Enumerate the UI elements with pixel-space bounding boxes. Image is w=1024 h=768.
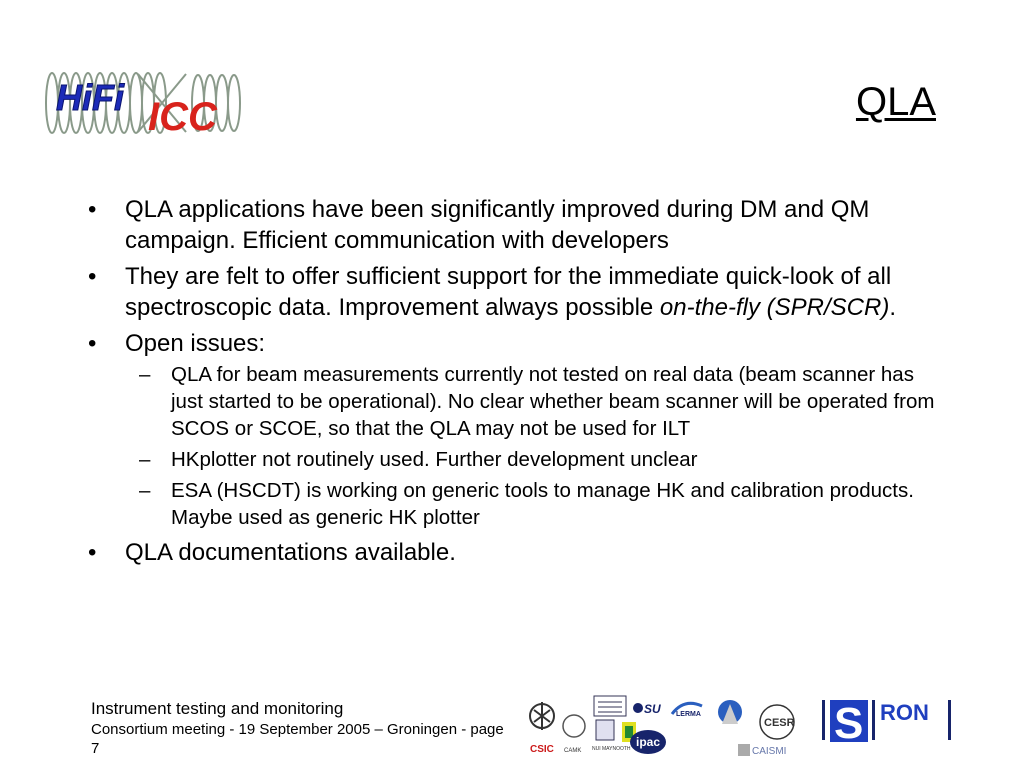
bullet-text: QLA documentations available. xyxy=(125,539,456,566)
bullet-tail: . xyxy=(889,294,896,321)
hifi-icc-logo xyxy=(38,66,250,140)
observatory-logo xyxy=(718,700,742,724)
hifi-text: HiFi xyxy=(56,77,124,118)
ipac-label: ipac xyxy=(636,735,661,749)
slide-title: QLA xyxy=(855,80,936,124)
ipac-logo xyxy=(630,730,666,754)
partner-logos xyxy=(524,690,824,760)
caismi-label: CAISMI xyxy=(752,746,787,757)
bullet-marker: • xyxy=(88,196,97,223)
bullet-marker: • xyxy=(88,539,97,566)
bullet-text: Open issues: xyxy=(125,330,266,357)
sub-bullet-text: HKplotter not routinely used. Further development unclear xyxy=(171,448,698,471)
footer xyxy=(91,698,516,758)
caismi-logo xyxy=(738,744,786,757)
bullet-item xyxy=(88,194,948,256)
sron-s: S xyxy=(834,699,864,746)
bullet-text: They are felt to offer sufficient support for the immediate quick-look of all spectroscopic data. Improvement always possible xyxy=(125,263,892,321)
footer-title: Instrument testing and monitoring xyxy=(91,699,344,718)
csic-label: CSIC xyxy=(530,744,554,755)
bullet-list xyxy=(88,194,948,573)
bullet-text: QLA applications have been significantly improved during DM and QM campaign. Efficient communication with developers xyxy=(125,196,870,254)
icc-text: ICC xyxy=(148,95,217,139)
sron-logo xyxy=(820,696,960,746)
bullet-item xyxy=(88,328,948,359)
sub-bullet-marker: – xyxy=(139,479,151,502)
su-logo xyxy=(633,702,661,716)
camk-logo xyxy=(563,715,585,754)
footer-subtitle: Consortium meeting - 19 September 2005 – Groningen - page 7 xyxy=(91,721,504,757)
bullet-marker: • xyxy=(88,330,97,357)
cesr-logo xyxy=(760,705,795,739)
sub-bullet-item xyxy=(88,477,948,531)
sron-ron: RON xyxy=(880,700,929,725)
sub-bullet-marker: – xyxy=(139,448,151,471)
bullet-item xyxy=(88,537,948,568)
lerma-label: LERMA xyxy=(676,711,701,718)
su-label: SU xyxy=(644,702,661,716)
sub-bullet-item xyxy=(88,446,948,473)
nui-label: NUI MAYNOOTH xyxy=(592,746,631,752)
bullet-emphasis: on-the-fly (SPR/SCR) xyxy=(659,294,890,321)
sub-bullet-marker: – xyxy=(139,363,151,386)
camk-label: CAMK xyxy=(564,748,582,754)
cesr-label: CESR xyxy=(764,717,795,729)
sub-bullet-text: QLA for beam measurements currently not tested on real data (beam scanner has just started to be operational). No clear whether beam scanner will be operated from SCOS or SCOE, so that the QLA may not be used for ILT xyxy=(171,363,935,440)
sub-bullet-text: ESA (HSCDT) is working on generic tools to manage HK and calibration products. Maybe used as generic HK plotter xyxy=(171,479,914,529)
bullet-item xyxy=(88,261,948,323)
bullet-marker: • xyxy=(88,263,97,290)
lerma-logo xyxy=(672,703,702,718)
sub-bullet-item xyxy=(88,361,948,442)
institute-box-logo xyxy=(594,696,626,716)
csic-logo xyxy=(530,702,554,755)
